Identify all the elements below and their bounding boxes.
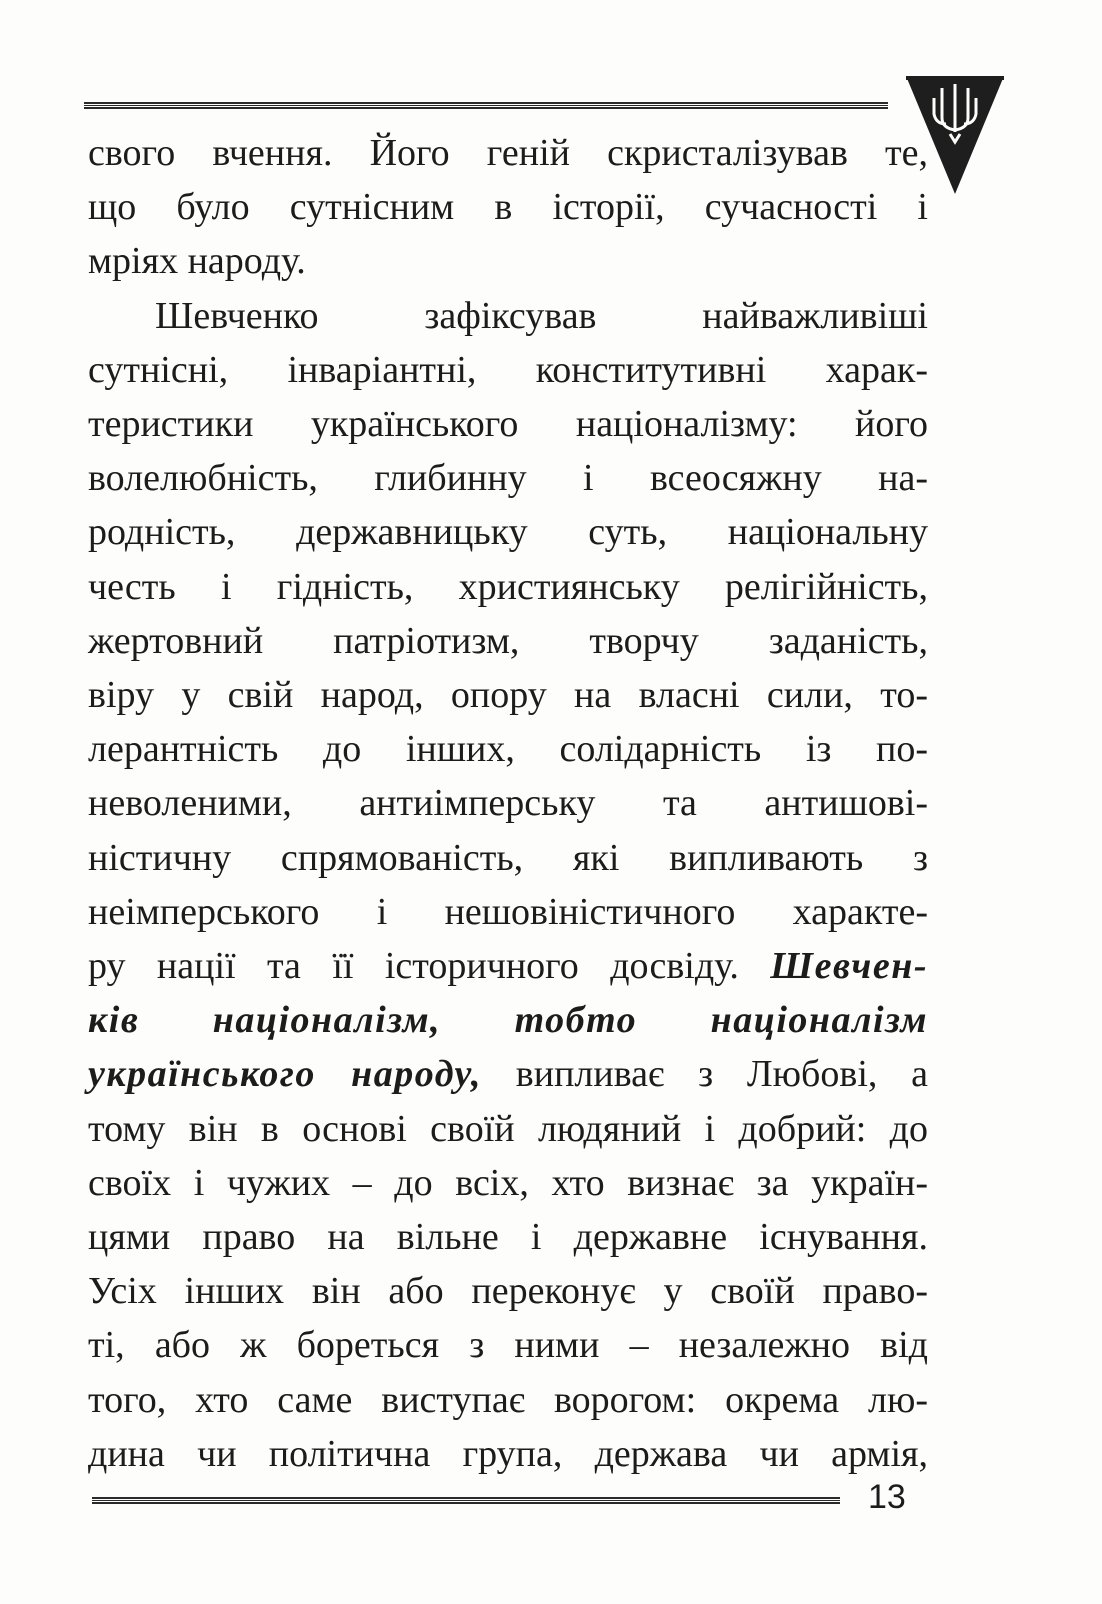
text-line: мріях народу. <box>88 240 306 283</box>
emphasis-text: ків націоналізм, тобто націоналізм <box>88 999 928 1042</box>
text-line: дина чи політична група, держава чи армія, <box>88 1432 928 1475</box>
text-line: свого вчення. Його геній скристалізував те, <box>88 132 928 174</box>
text-line: цями право на вільне і державне існування. <box>88 1216 928 1259</box>
body-text <box>88 126 928 1481</box>
text-run: випливає з Любові, а <box>482 1053 928 1096</box>
text-line: своїх і чужих – до всіх, хто визнає за україн- <box>88 1161 928 1204</box>
text-line <box>88 939 928 993</box>
footer-rule <box>92 1497 840 1504</box>
text-line: сутнісні, інваріантні, конститутивні харак- <box>88 348 928 391</box>
text-line: віру у свій народ, опору на власні сили, то- <box>88 674 928 717</box>
text-line: тому він в основі своїй людяний і добрий: до <box>88 1107 928 1150</box>
text-line: неволеними, антиімперську та антишові- <box>88 782 928 825</box>
text-line: ністичну спрямованість, які випливають з <box>88 836 928 879</box>
text-line: ті, або ж бореться з ними – незалежно від <box>88 1324 928 1367</box>
text-line: родність, державницьку суть, національну <box>88 511 928 554</box>
text-line: Усіх інших він або переконує у своїй право- <box>88 1270 928 1313</box>
text-line: теристики українського націоналізму: його <box>88 403 928 446</box>
text-line: неімперського і нешовіністичного характе- <box>88 890 928 933</box>
text-line: честь і гідність, християнську релігійність, <box>88 565 928 608</box>
header-rule <box>84 102 888 109</box>
text-line: Шевченко зафіксував найважливіші <box>155 294 928 337</box>
text-line: жертовний патріотизм, творчу заданість, <box>88 619 928 662</box>
text-line <box>88 1047 928 1101</box>
text-line: того, хто саме виступає ворогом: окрема лю- <box>88 1378 928 1421</box>
page-number: 13 <box>868 1478 906 1516</box>
text-line: що було сутнісним в історії, сучасності і <box>88 186 928 229</box>
emphasis-text: Шевчен- <box>770 945 928 988</box>
text-run: ру нації та її історичного досвіду. <box>88 945 771 988</box>
text-line: волелюбність, глибинну і всеосяжну на- <box>88 457 928 500</box>
emphasis-text: українського народу, <box>88 1053 483 1096</box>
text-line: лерантність до інших, солідарність із по- <box>88 728 928 771</box>
